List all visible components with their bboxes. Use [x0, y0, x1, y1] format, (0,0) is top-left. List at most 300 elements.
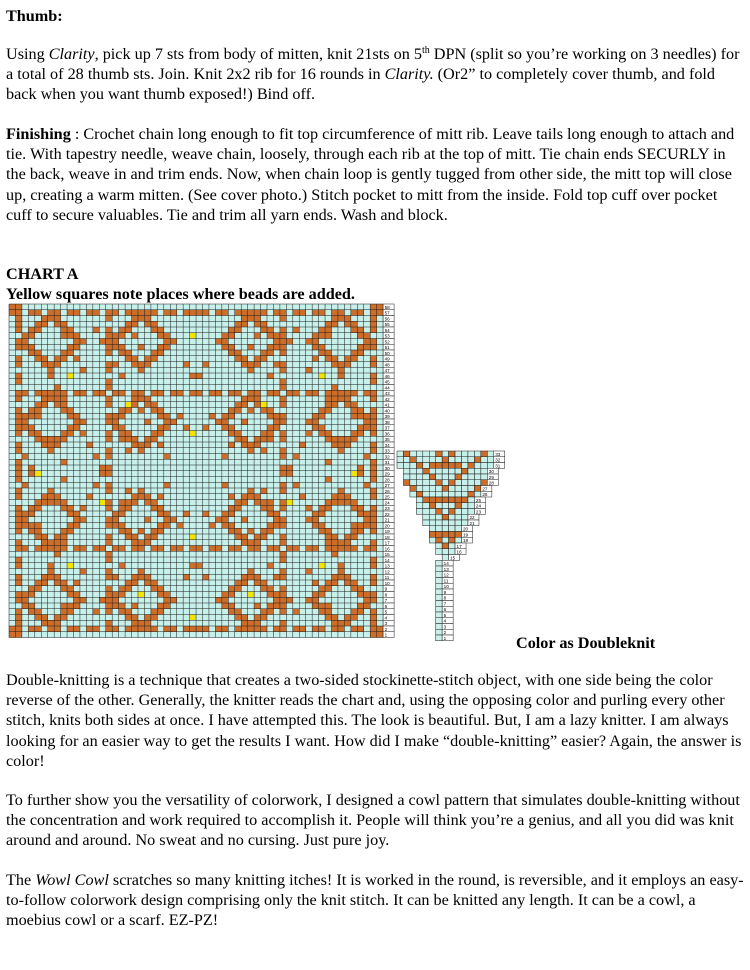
colorwork-stitch — [370, 316, 376, 322]
colorwork-stitch — [67, 350, 73, 356]
colorwork-stitch — [273, 574, 279, 580]
plain-stitch — [449, 543, 455, 549]
colorwork-stitch — [28, 333, 34, 339]
colorwork-stitch — [119, 500, 125, 506]
colorwork-stitch — [370, 390, 376, 396]
plain-stitch — [474, 480, 480, 486]
colorwork-stitch — [215, 546, 221, 552]
colorwork-stitch — [61, 408, 67, 414]
colorwork-stitch — [286, 546, 292, 552]
colorwork-stitch — [332, 574, 338, 580]
colorwork-stitch — [112, 333, 118, 339]
row-number: 51 — [384, 345, 390, 350]
colorwork-stitch — [170, 546, 176, 552]
row-number: 29 — [384, 471, 390, 477]
plain-stitch — [436, 474, 442, 480]
colorwork-stitch — [267, 505, 273, 511]
colorwork-stitch — [61, 500, 67, 506]
wowl-cowl-paragraph — [6, 870, 744, 931]
plain-stitch — [403, 474, 409, 480]
row-number: 41 — [384, 402, 390, 408]
colorwork-stitch — [67, 528, 73, 534]
row-number: 11 — [384, 575, 390, 580]
bead-square — [35, 471, 41, 477]
colorwork-stitch — [138, 390, 144, 396]
plain-stitch — [416, 468, 422, 474]
colorwork-stitch — [241, 321, 247, 327]
plain-stitch — [455, 509, 461, 515]
plain-stitch — [462, 486, 468, 492]
plain-stitch — [436, 578, 442, 584]
colorwork-stitch — [338, 494, 344, 500]
colorwork-stitch — [22, 592, 28, 598]
colorwork-stitch — [170, 390, 176, 396]
colorwork-stitch — [248, 390, 254, 396]
colorwork-stitch — [183, 511, 189, 517]
colorwork-stitch — [351, 436, 357, 442]
colorwork-stitch — [364, 523, 370, 529]
bead-square — [261, 402, 267, 408]
colorwork-stitch — [106, 592, 112, 598]
colorwork-stitch — [481, 451, 487, 457]
colorwork-stitch — [248, 367, 254, 373]
colorwork-stitch — [280, 488, 286, 494]
colorwork-stitch — [144, 517, 150, 523]
colorwork-stitch — [325, 408, 331, 414]
colorwork-stitch — [325, 390, 331, 396]
colorwork-stitch — [132, 580, 138, 586]
colorwork-stitch — [28, 327, 34, 333]
colorwork-stitch — [325, 580, 331, 586]
plain-stitch — [429, 520, 435, 526]
plain-stitch — [436, 514, 442, 520]
plain-stitch — [436, 491, 442, 497]
colorwork-stitch — [41, 436, 47, 442]
row-number: 4 — [443, 618, 447, 624]
colorwork-stitch — [293, 310, 299, 316]
colorwork-stitch — [306, 569, 312, 575]
colorwork-stitch — [22, 517, 28, 523]
colorwork-stitch — [370, 546, 376, 552]
ordinal-superscript: th — [421, 45, 430, 56]
colorwork-stitch — [132, 442, 138, 448]
colorwork-stitch — [157, 546, 163, 552]
plain-stitch — [423, 451, 429, 457]
colorwork-stitch — [196, 563, 202, 569]
colorwork-stitch — [280, 500, 286, 506]
colorwork-stitch — [164, 333, 170, 339]
colorwork-stitch — [254, 580, 260, 586]
colorwork-stitch — [370, 356, 376, 362]
row-number: 58 — [384, 304, 390, 310]
colorwork-stitch — [22, 546, 28, 552]
colorwork-stitch — [325, 500, 331, 506]
colorwork-stitch — [138, 362, 144, 368]
colorwork-stitch — [9, 632, 15, 638]
colorwork-stitch — [22, 425, 28, 431]
plain-stitch — [423, 520, 429, 526]
colorwork-stitch — [54, 546, 60, 552]
colorwork-stitch — [119, 327, 125, 333]
colorwork-stitch — [248, 528, 254, 534]
colorwork-stitch — [293, 609, 299, 615]
plain-stitch — [442, 509, 448, 515]
colorwork-stitch — [254, 362, 260, 368]
colorwork-stitch — [132, 333, 138, 339]
colorwork-stitch — [248, 448, 254, 454]
colorwork-stitch — [344, 494, 350, 500]
colorwork-stitch — [235, 350, 241, 356]
row-number: 40 — [384, 408, 390, 414]
colorwork-stitch — [364, 425, 370, 431]
colorwork-stitch — [177, 523, 183, 529]
colorwork-stitch — [190, 310, 196, 316]
colorwork-stitch — [338, 316, 344, 322]
colorwork-stitch — [241, 615, 247, 621]
colorwork-stitch — [370, 488, 376, 494]
colorwork-stitch — [93, 454, 99, 460]
colorwork-stitch — [241, 402, 247, 408]
colorwork-stitch — [196, 626, 202, 632]
plain-stitch — [455, 491, 461, 497]
colorwork-stitch — [138, 367, 144, 373]
colorwork-stitch — [222, 310, 228, 316]
colorwork-stitch — [312, 517, 318, 523]
row-number: 14 — [384, 557, 390, 563]
colorwork-stitch — [370, 408, 376, 414]
colorwork-stitch — [99, 546, 105, 552]
row-number: 4 — [384, 615, 388, 621]
plain-stitch — [455, 526, 461, 532]
plain-stitch — [436, 503, 442, 509]
colorwork-stitch — [344, 436, 350, 442]
colorwork-stitch — [15, 448, 21, 454]
colorwork-stitch — [344, 356, 350, 362]
colorwork-stitch — [273, 333, 279, 339]
plain-stitch — [455, 457, 461, 463]
colorwork-stitch — [267, 563, 273, 569]
colorwork-stitch — [344, 390, 350, 396]
colorwork-stitch — [74, 425, 80, 431]
colorwork-stitch — [325, 321, 331, 327]
colorwork-stitch — [48, 488, 54, 494]
colorwork-stitch — [35, 431, 41, 437]
colorwork-stitch — [22, 597, 28, 603]
colorwork-stitch — [280, 540, 286, 546]
plain-stitch — [423, 486, 429, 492]
colorwork-stitch — [370, 413, 376, 419]
colorwork-stitch — [261, 436, 267, 442]
colorwork-stitch — [15, 632, 21, 638]
colorwork-stitch — [106, 465, 112, 471]
colorwork-stitch — [267, 390, 273, 396]
main-row-numbers — [383, 304, 394, 638]
colorwork-stitch — [344, 321, 350, 327]
colorwork-stitch — [235, 528, 241, 534]
colorwork-stitch — [15, 442, 21, 448]
colorwork-stitch — [125, 310, 131, 316]
colorwork-stitch — [35, 523, 41, 529]
row-number: 25 — [384, 494, 390, 500]
plain-stitch — [436, 486, 442, 492]
colorwork-stitch — [351, 310, 357, 316]
row-number: 3 — [384, 621, 388, 626]
colorwork-stitch — [215, 626, 221, 632]
colorwork-stitch — [144, 615, 150, 621]
colorwork-stitch — [209, 390, 215, 396]
colorwork-stitch — [54, 385, 60, 391]
colorwork-stitch — [351, 546, 357, 552]
plain-stitch — [410, 474, 416, 480]
colorwork-stitch — [280, 402, 286, 408]
colorwork-stitch — [370, 620, 376, 626]
colorwork-stitch — [325, 396, 331, 402]
plain-stitch — [462, 520, 468, 526]
bead-square — [319, 563, 325, 569]
colorwork-stitch — [364, 592, 370, 598]
row-number: 28 — [384, 477, 390, 483]
colorwork-stitch — [241, 396, 247, 402]
colorwork-stitch — [357, 413, 363, 419]
plain-stitch — [416, 486, 422, 492]
plain-stitch — [442, 451, 448, 457]
colorwork-stitch — [254, 390, 260, 396]
colorwork-stitch — [80, 367, 86, 373]
plain-stitch — [468, 509, 474, 515]
colorwork-stitch — [54, 362, 60, 368]
plain-stitch — [423, 491, 429, 497]
colorwork-stitch — [74, 580, 80, 586]
colorwork-stitch — [54, 310, 60, 316]
colorwork-stitch — [22, 454, 28, 460]
plain-stitch — [487, 451, 493, 457]
colorwork-stitch — [261, 615, 267, 621]
colorwork-stitch — [280, 609, 286, 615]
row-number: 15 — [450, 555, 456, 561]
colorwork-stitch — [41, 620, 47, 626]
colorwork-stitch — [157, 408, 163, 414]
plain-stitch — [442, 526, 448, 532]
colorwork-stitch — [93, 310, 99, 316]
colorwork-stitch — [241, 356, 247, 362]
colorwork-stitch — [125, 505, 131, 511]
colorwork-stitch — [338, 310, 344, 316]
colorwork-stitch — [35, 546, 41, 552]
colorwork-stitch — [125, 350, 131, 356]
colorwork-stitch — [28, 465, 34, 471]
colorwork-stitch — [203, 310, 209, 316]
colorwork-stitch — [332, 316, 338, 322]
colorwork-stitch — [261, 431, 267, 437]
colorwork-stitch — [48, 563, 54, 569]
colorwork-stitch — [370, 425, 376, 431]
colorwork-stitch — [261, 500, 267, 506]
colorwork-stitch — [370, 362, 376, 368]
plain-stitch — [442, 474, 448, 480]
colorwork-stitch — [15, 339, 21, 345]
plain-stitch — [468, 474, 474, 480]
colorwork-stitch — [344, 316, 350, 322]
colorwork-stitch — [235, 534, 241, 540]
colorwork-stitch — [196, 373, 202, 379]
plain-stitch — [442, 549, 448, 555]
colorwork-stitch — [254, 615, 260, 621]
colorwork-stitch — [151, 609, 157, 615]
plain-stitch — [449, 486, 455, 492]
colorwork-stitch — [273, 597, 279, 603]
colorwork-stitch — [125, 448, 131, 454]
colorwork-stitch — [293, 546, 299, 552]
colorwork-stitch — [15, 523, 21, 529]
wowl-cowl-name: Wowl Cowl — [35, 871, 109, 889]
colorwork-stitch — [338, 500, 344, 506]
colorwork-stitch — [86, 494, 92, 500]
colorwork-stitch — [138, 494, 144, 500]
colorwork-stitch — [299, 626, 305, 632]
colorwork-stitch — [15, 505, 21, 511]
colorwork-stitch — [28, 586, 34, 592]
colorwork-stitch — [364, 597, 370, 603]
colorwork-stitch — [15, 488, 21, 494]
colorwork-stitch — [449, 497, 455, 503]
colorwork-stitch — [442, 457, 448, 463]
colorwork-stitch — [370, 321, 376, 327]
colorwork-stitch — [106, 327, 112, 333]
colorwork-stitch — [132, 436, 138, 442]
row-number: 21 — [469, 520, 475, 526]
colorwork-stitch — [442, 543, 448, 549]
colorwork-stitch — [41, 534, 47, 540]
colorwork-stitch — [293, 626, 299, 632]
colorwork-stitch — [319, 310, 325, 316]
colorwork-stitch — [248, 494, 254, 500]
plain-stitch — [429, 491, 435, 497]
colorwork-stitch — [80, 597, 86, 603]
colorwork-stitch — [41, 540, 47, 546]
colorwork-stitch — [228, 350, 234, 356]
colorwork-stitch — [28, 505, 34, 511]
colorwork-stitch — [455, 532, 461, 538]
colorwork-stitch — [455, 474, 461, 480]
colorwork-stitch — [364, 482, 370, 488]
colorwork-stitch — [93, 482, 99, 488]
colorwork-stitch — [351, 350, 357, 356]
colorwork-stitch — [67, 408, 73, 414]
colorwork-stitch — [351, 431, 357, 437]
plain-stitch — [436, 629, 442, 635]
colorwork-stitch — [222, 597, 228, 603]
row-number: 24 — [475, 503, 482, 509]
bead-square — [67, 373, 73, 379]
colorwork-stitch — [280, 482, 286, 488]
colorwork-stitch — [248, 316, 254, 322]
plain-stitch — [429, 514, 435, 520]
colorwork-stitch — [468, 491, 474, 497]
colorwork-stitch — [106, 333, 112, 339]
colorwork-stitch — [61, 402, 67, 408]
colorwork-stitch — [15, 626, 21, 632]
colorwork-stitch — [267, 425, 273, 431]
colorwork-stitch — [248, 442, 254, 448]
colorwork-stitch — [370, 379, 376, 385]
colorwork-stitch — [325, 356, 331, 362]
colorwork-stitch — [132, 620, 138, 626]
colorwork-stitch — [319, 609, 325, 615]
colorwork-stitch — [280, 316, 286, 322]
colorwork-stitch — [157, 528, 163, 534]
colorwork-stitch — [319, 505, 325, 511]
colorwork-stitch — [48, 448, 54, 454]
cowl-paragraph: To further show you the versatility of colorwork, I designed a cowl pattern that simulates double-knitting without the concentration and work required to accomplish it. People will think you’re a genius, and all you did was knit around and around. No sweat and no cursing. Just pure joy. — [6, 791, 740, 850]
colorwork-stitch — [332, 396, 338, 402]
colorwork-stitch — [15, 620, 21, 626]
colorwork-stitch — [254, 356, 260, 362]
colorwork-stitch — [370, 471, 376, 477]
thumb-text-1: Using — [6, 45, 49, 63]
colorwork-stitch — [112, 339, 118, 345]
row-number: 16 — [456, 549, 462, 555]
colorwork-stitch — [144, 580, 150, 586]
colorwork-stitch — [319, 603, 325, 609]
colorwork-stitch — [132, 546, 138, 552]
colorwork-stitch — [15, 592, 21, 598]
colorwork-stitch — [157, 592, 163, 598]
colorwork-stitch — [254, 546, 260, 552]
colorwork-stitch — [319, 327, 325, 333]
row-number: 20 — [463, 526, 469, 532]
bead-square — [190, 615, 196, 621]
colorwork-stitch — [228, 408, 234, 414]
colorwork-stitch — [157, 333, 163, 339]
plain-stitch — [436, 526, 442, 532]
colorwork-stitch — [357, 333, 363, 339]
colorwork-stitch — [344, 362, 350, 368]
colorwork-stitch — [357, 528, 363, 534]
colorwork-stitch — [273, 592, 279, 598]
colorwork-stitch — [222, 454, 228, 460]
colorwork-stitch — [235, 327, 241, 333]
colorwork-stitch — [157, 442, 163, 448]
colorwork-stitch — [15, 431, 21, 437]
colorwork-stitch — [106, 540, 112, 546]
colorwork-stitch — [312, 523, 318, 529]
colorwork-stitch — [267, 609, 273, 615]
colorwork-stitch — [228, 592, 234, 598]
colorwork-stitch — [74, 344, 80, 350]
colorwork-stitch — [112, 517, 118, 523]
colorwork-stitch — [15, 459, 21, 465]
colorwork-stitch — [228, 442, 234, 448]
colorwork-stitch — [332, 494, 338, 500]
colorwork-stitch — [15, 321, 21, 327]
colorwork-stitch — [325, 615, 331, 621]
plain-stitch — [436, 543, 442, 549]
colorwork-stitch — [151, 431, 157, 437]
colorwork-stitch — [351, 500, 357, 506]
colorwork-stitch — [61, 321, 67, 327]
colorwork-stitch — [462, 468, 468, 474]
colorwork-stitch — [280, 310, 286, 316]
colorwork-stitch — [273, 546, 279, 552]
colorwork-stitch — [203, 626, 209, 632]
colorwork-stitch — [344, 580, 350, 586]
colorwork-stitch — [157, 511, 163, 517]
colorwork-stitch — [325, 436, 331, 442]
colorwork-stitch — [164, 482, 170, 488]
colorwork-stitch — [61, 431, 67, 437]
colorwork-stitch — [99, 390, 105, 396]
colorwork-stitch — [61, 540, 67, 546]
